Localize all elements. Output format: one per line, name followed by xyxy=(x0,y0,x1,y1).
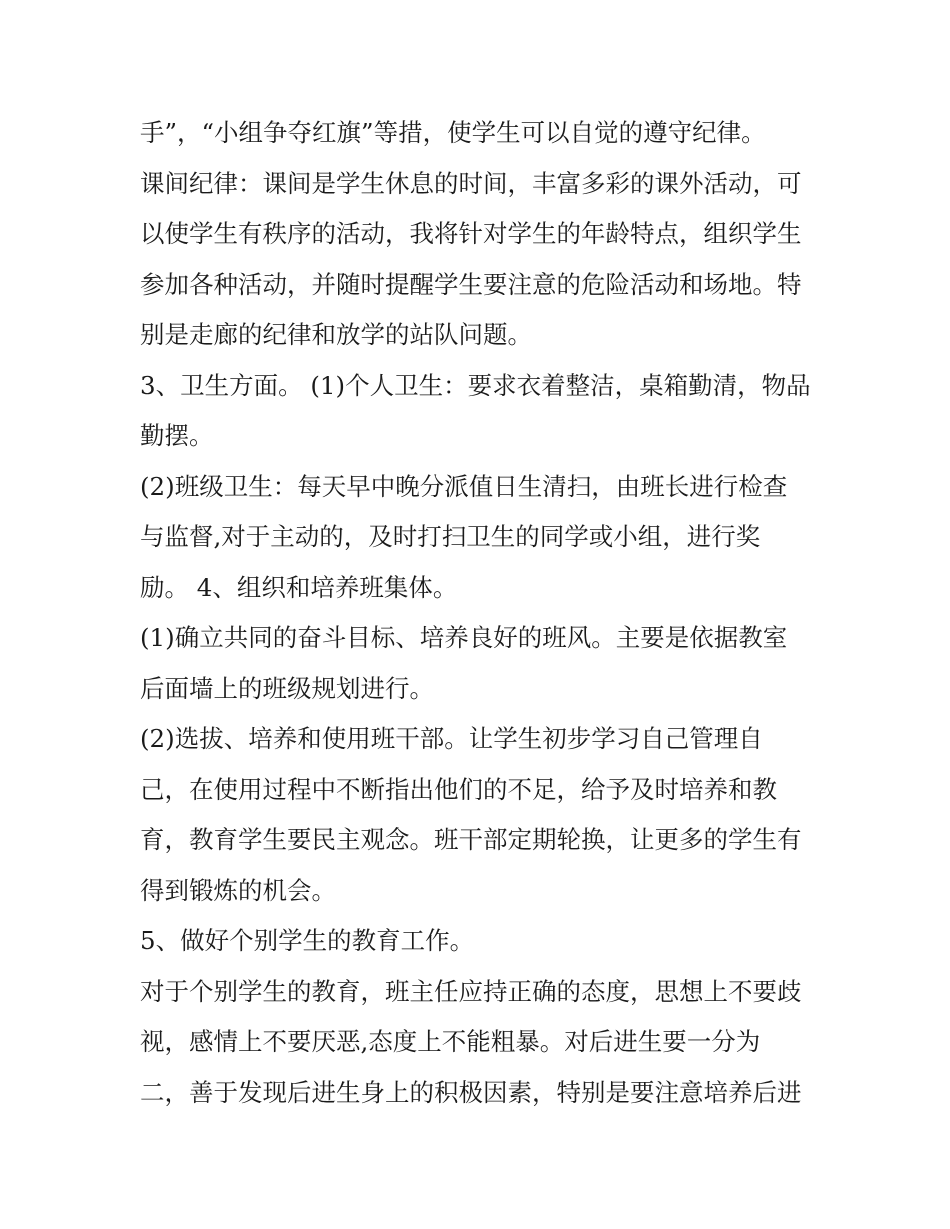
text-line: 对于个别学生的教育，班主任应持正确的态度，思想上不要歧 xyxy=(140,976,802,1006)
text-line: 视，感情上不要厌恶,态度上不能粗暴。对后进生要一分为 xyxy=(140,1027,761,1056)
text-line: 参加各种活动，并随时提醒学生要注意的危险活动和场地。特 xyxy=(140,269,802,299)
text-line: 己，在使用过程中不断指出他们的不足，给予及时培养和教 xyxy=(140,774,777,804)
text-line: (2)选拔、培养和使用班干部。让学生初步学习自己管理自 xyxy=(140,724,763,753)
body-text xyxy=(140,108,830,1118)
text-line: 3、卫生方面。 (1)个人卫生：要求衣着整洁，桌箱勤清，物品 xyxy=(140,370,811,400)
text-line: 育，教育学生要民主观念。班干部定期轮换，让更多的学生有 xyxy=(140,825,802,854)
text-line: (2)班级卫生：每天早中晚分派值日生清扫，由班长进行检查 xyxy=(140,471,788,501)
text-line: 以使学生有秩序的活动，我将针对学生的年龄特点，组织学生 xyxy=(140,219,802,248)
text-line: 得到锻炼的机会。 xyxy=(140,875,336,905)
text-line: 手”，“小组争夺红旗”等措，使学生可以自觉的遵守纪律。 xyxy=(140,118,766,147)
text-line: 二，善于发现后进生身上的积极因素，特别是要注意培养后进 xyxy=(140,1077,802,1107)
text-line: 勤摆。 xyxy=(140,421,214,450)
text-line: 课间纪律：课间是学生休息的时间，丰富多彩的课外活动，可 xyxy=(140,168,802,198)
text-line: 5、做好个别学生的教育工作。 xyxy=(140,926,475,955)
text-line: 励。 4、组织和培养班集体。 xyxy=(140,572,458,602)
text-line: (1)确立共同的奋斗目标、培养良好的班风。主要是依据教室 xyxy=(140,623,788,652)
text-line: 与监督,对于主动的，及时打扫卫生的同学或小组，进行奖 xyxy=(140,522,761,551)
text-line: 别是走廊的纪律和放学的站队问题。 xyxy=(140,320,532,349)
text-line: 后面墙上的班级规划进行。 xyxy=(140,673,434,703)
